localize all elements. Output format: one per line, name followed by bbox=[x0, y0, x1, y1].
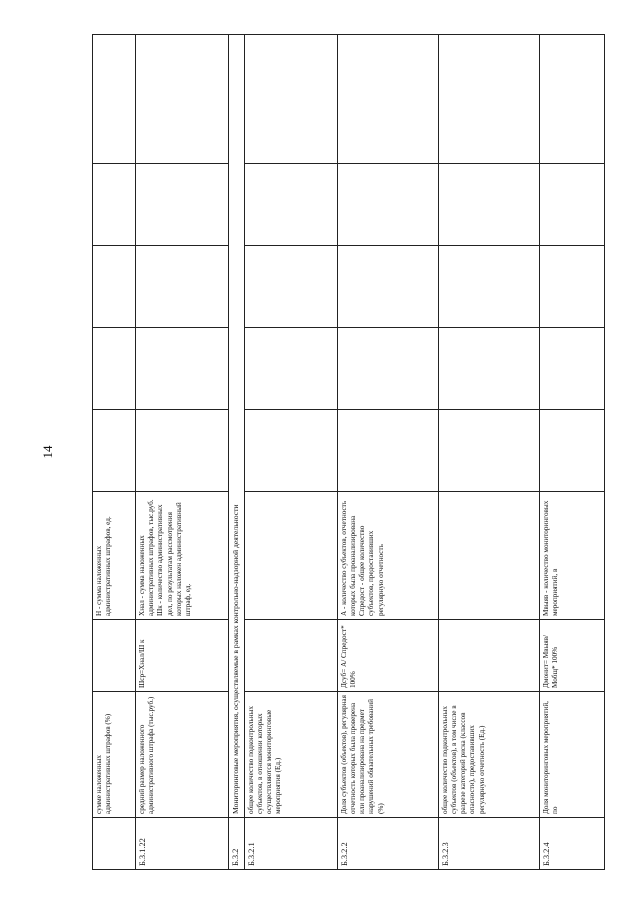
empty-cell bbox=[244, 246, 337, 328]
empty-cell bbox=[136, 410, 229, 492]
table-row bbox=[438, 35, 539, 870]
empty-cell bbox=[93, 164, 136, 246]
row-code: Б.3.2.4 bbox=[539, 818, 604, 870]
empty-cell bbox=[438, 246, 539, 328]
formula bbox=[93, 620, 136, 692]
formula bbox=[244, 620, 337, 692]
formula-description: Мвыяв - количество мониторинговых мероприятий, в bbox=[539, 492, 604, 620]
empty-cell bbox=[337, 246, 438, 328]
empty-cell bbox=[438, 164, 539, 246]
formula: Дмонит= Мвыяв/ Мобщ* 100% bbox=[539, 620, 604, 692]
empty-cell bbox=[539, 328, 604, 410]
empty-cell bbox=[539, 410, 604, 492]
empty-cell bbox=[337, 164, 438, 246]
indicator-table bbox=[92, 34, 605, 870]
empty-cell bbox=[93, 35, 136, 164]
formula-description: А - количество субъектов, отчетность которых была проанализирована Спредост - общее количество субъектов, предоставивших регулярную отчетность bbox=[337, 492, 438, 620]
formula-description bbox=[244, 492, 337, 620]
empty-cell bbox=[136, 164, 229, 246]
formula: Дсуб= А/ Спредост* 100% bbox=[337, 620, 438, 692]
indicator-name: общее количество подконтрольных субъектов (объектов), в том числе в разрезе категорий риска (классов опасности), предоставивших регулярную отчетность (Ед.) bbox=[438, 692, 539, 818]
empty-cell bbox=[93, 328, 136, 410]
empty-cell bbox=[438, 35, 539, 164]
empty-cell bbox=[136, 35, 229, 164]
empty-cell bbox=[539, 164, 604, 246]
empty-cell bbox=[244, 410, 337, 492]
empty-cell bbox=[438, 328, 539, 410]
row-code bbox=[93, 818, 136, 870]
empty-cell bbox=[337, 410, 438, 492]
table-row bbox=[244, 35, 337, 870]
empty-cell bbox=[244, 164, 337, 246]
table-row bbox=[337, 35, 438, 870]
indicator-name: общее количество подконтрольных субъектов, в отношении которых осуществляются мониторинговые мероприятия (Ед.) bbox=[244, 692, 337, 818]
row-code: Б.3.2.2 bbox=[337, 818, 438, 870]
row-code: Б.3.1.22 bbox=[136, 818, 229, 870]
empty-cell bbox=[337, 35, 438, 164]
formula bbox=[438, 620, 539, 692]
formula-description: Н - сумма наложенных административных штрафов, ед. bbox=[93, 492, 136, 620]
empty-cell bbox=[93, 410, 136, 492]
section-row bbox=[229, 35, 245, 870]
rotated-table-container bbox=[92, 35, 598, 870]
formula: Шср=Хнал/Ш к bbox=[136, 620, 229, 692]
empty-cell bbox=[136, 246, 229, 328]
formula-description bbox=[438, 492, 539, 620]
indicator-name: Доля мониторинговых мероприятий, по bbox=[539, 692, 604, 818]
row-code: Б.3.2.1 bbox=[244, 818, 337, 870]
table-row bbox=[539, 35, 604, 870]
section-title: Мониторинговые мероприятия, осуществляемые в рамках контрольно-надзорной деятельности bbox=[229, 35, 245, 818]
table-row bbox=[136, 35, 229, 870]
row-code: Б.3.2.3 bbox=[438, 818, 539, 870]
indicator-name: Доля субъектов (объектов), регулярная отчетность которых была проверена или проанализирована на предмет нарушений обязательных требований (%) bbox=[337, 692, 438, 818]
empty-cell bbox=[93, 246, 136, 328]
indicator-name: средний размер наложенного административного штрафа (тыс.руб.) bbox=[136, 692, 229, 818]
section-code: Б.3.2 bbox=[229, 818, 245, 870]
indicator-name: сумме наложенных административных штрафов (%) bbox=[93, 692, 136, 818]
page-number: 14 bbox=[40, 445, 55, 459]
empty-cell bbox=[244, 328, 337, 410]
empty-cell bbox=[539, 35, 604, 164]
empty-cell bbox=[438, 410, 539, 492]
table-row bbox=[93, 35, 136, 870]
empty-cell bbox=[539, 246, 604, 328]
empty-cell bbox=[244, 35, 337, 164]
formula-description: Хнал - сумма наложенных административных штрафов, тыс.руб. Шк - количество административных дел, по результатам рассмотрения которых наложен административный штраф, ед. bbox=[136, 492, 229, 620]
empty-cell bbox=[136, 328, 229, 410]
empty-cell bbox=[337, 328, 438, 410]
